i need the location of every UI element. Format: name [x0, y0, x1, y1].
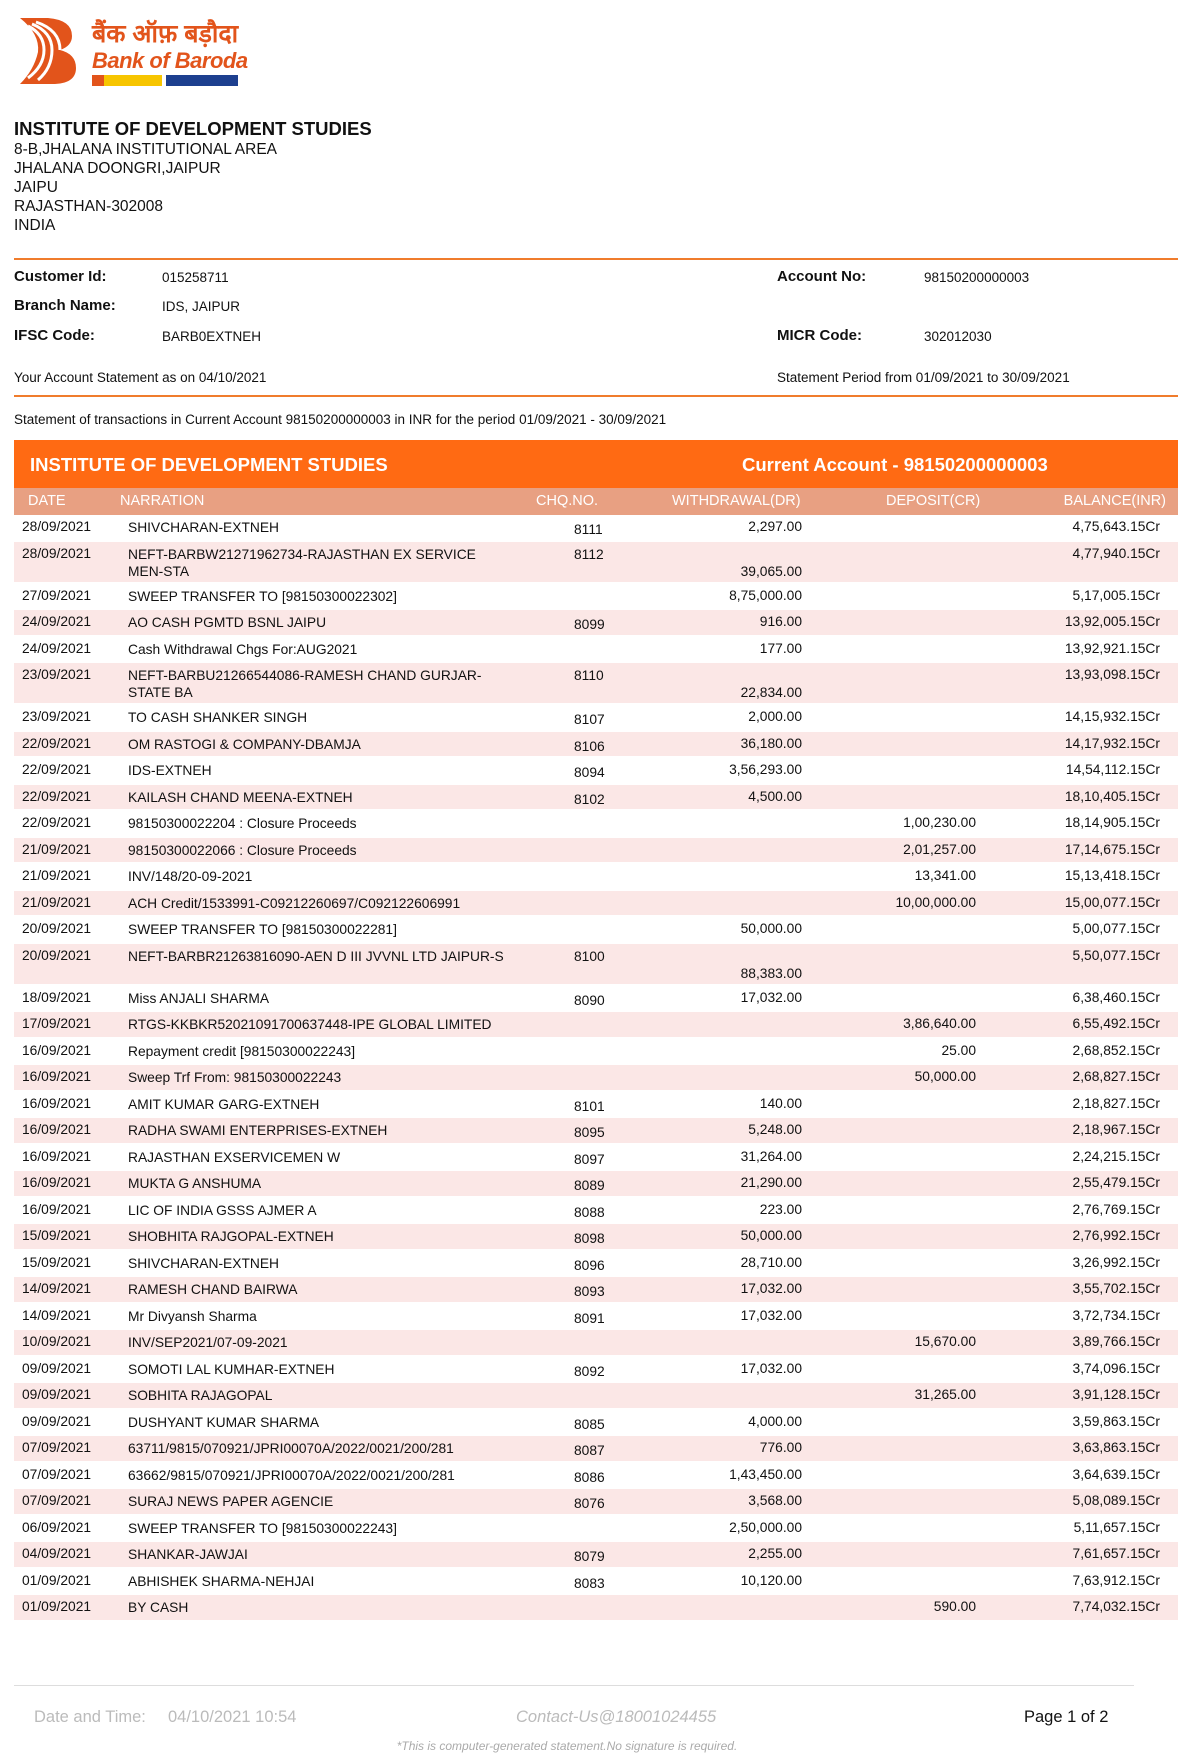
balance-cell: 6,38,460.15Cr	[1072, 989, 1160, 1005]
narration-cell: INV/SEP2021/07-09-2021	[128, 1335, 288, 1350]
balance-cell: 7,63,912.15Cr	[1072, 1572, 1160, 1588]
narration-cell: RADHA SWAMI ENTERPRISES-EXTNEH	[128, 1123, 388, 1138]
ifsc-label: IFSC Code:	[14, 327, 95, 344]
date-cell: 22/09/2021	[22, 735, 92, 751]
withdrawal-cell: 50,000.00	[740, 921, 802, 936]
balance-cell: 5,50,077.15Cr	[1072, 947, 1160, 963]
cheque-number-cell: 8076	[574, 1496, 605, 1511]
deposit-cell: 1,00,230.00	[903, 815, 976, 830]
balance-cell: 13,92,921.15Cr	[1064, 640, 1160, 656]
narration-cell: SWEEP TRANSFER TO [98150300022302]	[128, 588, 397, 604]
narration-cell: SOMOTI LAL KUMHAR-EXTNEH	[128, 1361, 335, 1377]
narration-cell: LIC OF INDIA GSSS AJMER A	[128, 1202, 317, 1218]
balance-cell: 4,75,643.15Cr	[1072, 519, 1160, 534]
deposit-cell: 10,00,000.00	[895, 894, 976, 910]
withdrawal-cell: 4,500.00	[748, 788, 802, 804]
date-cell: 22/09/2021	[22, 762, 92, 777]
cheque-number-cell: 8090	[574, 992, 605, 1008]
balance-cell: 6,55,492.15Cr	[1072, 1016, 1160, 1031]
narration-cell: RAJASTHAN EXSERVICEMEN W	[128, 1149, 341, 1165]
table-row	[14, 1224, 1178, 1251]
narration-cell: Cash Withdrawal Chgs For:AUG2021	[128, 641, 358, 657]
cheque-number-cell: 8089	[574, 1178, 605, 1193]
narration-cell: Sweep Trf From: 98150300022243	[128, 1070, 342, 1085]
narration-cell: AMIT KUMAR GARG-EXTNEH	[128, 1096, 320, 1112]
table-row	[14, 1383, 1178, 1410]
table-row	[14, 1145, 1178, 1172]
table-row	[14, 864, 1178, 891]
table-row	[14, 917, 1178, 944]
narration-cell: Repayment credit [98150300022243]	[128, 1043, 356, 1059]
table-row	[14, 1118, 1178, 1145]
account-no: 98150200000003	[924, 270, 1030, 285]
balance-cell: 2,55,479.15Cr	[1072, 1175, 1160, 1190]
date-cell: 28/09/2021	[22, 545, 92, 561]
table-row	[14, 1039, 1178, 1066]
table-row	[14, 758, 1178, 785]
table-row	[14, 1569, 1178, 1596]
cheque-number-cell: 8096	[574, 1257, 605, 1273]
date-cell: 09/09/2021	[22, 1413, 92, 1429]
cheque-number-cell: 8088	[574, 1204, 605, 1220]
cheque-number-cell: 8110	[574, 668, 604, 683]
withdrawal-cell: 5,248.00	[748, 1122, 802, 1137]
account-no-label: Account No:	[777, 268, 867, 285]
balance-cell: 15,13,418.15Cr	[1064, 868, 1160, 883]
date-cell: 01/09/2021	[22, 1572, 92, 1588]
date-cell: 16/09/2021	[22, 1148, 92, 1164]
header-chq-no: CHQ.NO.	[536, 493, 599, 509]
date-cell: 16/09/2021	[22, 1122, 92, 1137]
date-cell: 18/09/2021	[22, 989, 92, 1005]
balance-cell: 2,68,852.15Cr	[1072, 1042, 1160, 1058]
date-cell: 28/09/2021	[22, 519, 92, 534]
deposit-cell: 2,01,257.00	[903, 841, 976, 857]
address-line: INDIA	[14, 217, 56, 234]
table-row	[14, 1198, 1178, 1225]
narration-cell: SOBHITA RAJAGOPAL	[128, 1388, 273, 1403]
date-cell: 14/09/2021	[22, 1281, 92, 1296]
balance-cell: 3,59,863.15Cr	[1072, 1413, 1160, 1429]
customer-id: 015258711	[162, 270, 229, 285]
date-cell: 07/09/2021	[22, 1466, 92, 1482]
withdrawal-cell: 17,032.00	[740, 1307, 802, 1323]
deposit-cell: 13,341.00	[914, 868, 976, 883]
narration-cell: ABHISHEK SHARMA-NEHJAI	[128, 1573, 315, 1589]
table-row	[14, 944, 1178, 986]
table-row	[14, 838, 1178, 865]
statement-period: Statement Period from 01/09/2021 to 30/09/2021	[777, 370, 1070, 385]
micr-code: 302012030	[924, 329, 992, 344]
header-withdrawal: WITHDRAWAL(DR)	[672, 493, 801, 509]
balance-cell: 2,68,827.15Cr	[1072, 1069, 1160, 1084]
footer-datetime: 04/10/2021 10:54	[168, 1708, 297, 1726]
table-row	[14, 1304, 1178, 1331]
withdrawal-cell: 2,50,000.00	[729, 1519, 802, 1535]
cheque-number-cell: 8100	[574, 948, 605, 964]
balance-cell: 18,14,905.15Cr	[1064, 815, 1160, 830]
table-row	[14, 663, 1178, 705]
customer-name: INSTITUTE OF DEVELOPMENT STUDIES	[14, 118, 372, 139]
cheque-number-cell: 8094	[574, 765, 605, 780]
branch-label: Branch Name:	[14, 297, 116, 314]
narration-cell: OM RASTOGI & COMPANY-DBAMJA	[128, 736, 361, 752]
withdrawal-cell: 1,43,450.00	[729, 1466, 802, 1482]
balance-cell: 15,00,077.15Cr	[1064, 894, 1160, 910]
cheque-number-cell: 8092	[574, 1363, 605, 1379]
narration-cell: RAMESH CHAND BAIRWA	[128, 1282, 298, 1297]
balance-cell: 7,61,657.15Cr	[1072, 1546, 1160, 1561]
date-cell: 20/09/2021	[22, 947, 92, 963]
table-row	[14, 732, 1178, 759]
cheque-number-cell: 8083	[574, 1575, 605, 1591]
date-cell: 16/09/2021	[22, 1042, 92, 1058]
table-row	[14, 1542, 1178, 1569]
table-row	[14, 542, 1178, 584]
table-row	[14, 1489, 1178, 1516]
narration-cell: SHOBHITA RAJGOPAL-EXTNEH	[128, 1229, 334, 1244]
balance-cell: 5,11,657.15Cr	[1073, 1519, 1160, 1535]
narration-cell: 98150300022066 : Closure Proceeds	[128, 842, 357, 858]
withdrawal-cell: 3,568.00	[748, 1493, 802, 1508]
table-row	[14, 1436, 1178, 1463]
transactions-table	[14, 440, 1178, 1622]
cheque-number-cell: 8102	[574, 791, 605, 807]
balance-cell: 3,55,702.15Cr	[1072, 1281, 1160, 1296]
table-row	[14, 1410, 1178, 1437]
withdrawal-cell: 17,032.00	[740, 989, 802, 1005]
date-cell: 22/09/2021	[22, 815, 92, 830]
narration-cell: RTGS-KKBKR52021091700637448-IPE GLOBAL LIMITED	[128, 1017, 492, 1032]
table-row	[14, 811, 1178, 838]
statement-description: Statement of transactions in Current Account 98150200000003 in INR for the period 01/09/2021 - 30/09/2021	[14, 412, 667, 427]
ifsc-code: BARB0EXTNEH	[162, 329, 262, 344]
narration-cell: BY CASH	[128, 1600, 189, 1615]
address-line: JHALANA DOONGRI,JAIPUR	[14, 160, 221, 177]
withdrawal-cell: 2,297.00	[748, 519, 802, 534]
narration-cell: SHIVCHARAN-EXTNEH	[128, 1255, 280, 1271]
balance-cell: 3,74,096.15Cr	[1072, 1360, 1160, 1376]
customer-id-label: Customer Id:	[14, 268, 107, 285]
withdrawal-cell: 50,000.00	[740, 1228, 802, 1243]
footer-datetime-label: Date and Time:	[34, 1708, 146, 1726]
cheque-number-cell: 8106	[574, 738, 605, 754]
table-row	[14, 1595, 1178, 1622]
bank-name-english: Bank of Baroda	[92, 48, 248, 73]
narration-cell: MUKTA G ANSHUMA	[128, 1176, 262, 1191]
withdrawal-cell: 17,032.00	[740, 1281, 802, 1296]
table-row	[14, 1357, 1178, 1384]
narration-cell: TO CASH SHANKER SINGH	[128, 710, 308, 725]
table-row	[14, 1171, 1178, 1198]
balance-cell: 13,92,005.15Cr	[1064, 614, 1160, 629]
balance-cell: 2,24,215.15Cr	[1072, 1148, 1160, 1164]
date-cell: 09/09/2021	[22, 1387, 92, 1402]
narration-cell: SHIVCHARAN-EXTNEH	[128, 520, 280, 535]
cheque-number-cell: 8097	[574, 1151, 605, 1167]
withdrawal-cell: 776.00	[759, 1440, 802, 1455]
balance-cell: 17,14,675.15Cr	[1064, 841, 1160, 857]
bank-name-hindi: बैंक ऑफ़ बड़ौदा	[92, 20, 239, 48]
table-row	[14, 610, 1178, 637]
table-row	[14, 637, 1178, 664]
date-cell: 17/09/2021	[22, 1016, 92, 1031]
cheque-number-cell: 8101	[574, 1098, 605, 1114]
date-cell: 16/09/2021	[22, 1069, 92, 1084]
date-cell: 16/09/2021	[22, 1095, 92, 1111]
withdrawal-cell: 88,383.00	[740, 965, 802, 981]
cheque-number-cell: 8112	[574, 546, 604, 562]
balance-cell: 2,18,827.15Cr	[1072, 1095, 1160, 1111]
withdrawal-cell: 17,032.00	[740, 1360, 802, 1376]
date-cell: 20/09/2021	[22, 921, 92, 936]
narration-cell: SURAJ NEWS PAPER AGENCIE	[128, 1494, 334, 1509]
bank-logo-icon	[14, 14, 86, 86]
cheque-number-cell: 8085	[574, 1416, 605, 1432]
date-cell: 16/09/2021	[22, 1175, 92, 1190]
table-header	[14, 488, 1178, 515]
footer-contact: Contact-Us@18001024455	[516, 1708, 717, 1726]
withdrawal-cell: 4,000.00	[748, 1413, 802, 1429]
bank-logo	[14, 14, 248, 90]
deposit-cell: 590.00	[933, 1599, 976, 1614]
address-line: 8-B,JHALANA INSTITUTIONAL AREA	[14, 141, 277, 158]
cheque-number-cell: 8111	[574, 522, 603, 537]
balance-cell: 5,17,005.15Cr	[1072, 587, 1160, 603]
date-cell: 21/09/2021	[22, 868, 92, 883]
balance-cell: 14,17,932.15Cr	[1064, 735, 1160, 751]
narration-cell: KAILASH CHAND MEENA-EXTNEH	[128, 789, 353, 805]
banner-account-number: Current Account - 98150200000003	[742, 454, 1048, 475]
micr-label: MICR Code:	[777, 327, 862, 344]
date-cell: 16/09/2021	[22, 1201, 92, 1217]
balance-cell: 2,76,769.15Cr	[1072, 1201, 1160, 1217]
date-cell: 23/09/2021	[22, 709, 92, 724]
date-cell: 10/09/2021	[22, 1334, 92, 1349]
date-cell: 27/09/2021	[22, 587, 92, 603]
date-cell: 09/09/2021	[22, 1360, 92, 1376]
balance-cell: 7,74,032.15Cr	[1072, 1599, 1160, 1614]
balance-cell: 3,91,128.15Cr	[1072, 1387, 1160, 1402]
balance-cell: 14,54,112.15Cr	[1065, 762, 1160, 777]
withdrawal-cell: 36,180.00	[740, 735, 802, 751]
date-cell: 07/09/2021	[22, 1440, 92, 1455]
withdrawal-cell: 140.00	[759, 1095, 802, 1111]
withdrawal-cell: 177.00	[759, 640, 802, 656]
narration-cell: DUSHYANT KUMAR SHARMA	[128, 1414, 320, 1430]
cheque-number-cell: 8107	[574, 712, 605, 727]
narration-cell: SWEEP TRANSFER TO [98150300022281]	[128, 922, 397, 937]
deposit-cell: 3,86,640.00	[903, 1016, 976, 1031]
withdrawal-cell: 2,255.00	[748, 1546, 802, 1561]
table-row	[14, 705, 1178, 732]
table-row	[14, 1092, 1178, 1119]
narration-cell: ACH Credit/1533991-C09212260697/C092122606991	[128, 895, 461, 911]
table-row	[14, 785, 1178, 812]
date-cell: 07/09/2021	[22, 1493, 92, 1508]
narration-cell: Miss ANJALI SHARMA	[128, 990, 270, 1006]
date-cell: 22/09/2021	[22, 788, 92, 804]
narration-cell: SWEEP TRANSFER TO [98150300022243]	[128, 1520, 397, 1536]
divider	[14, 395, 1178, 397]
date-cell: 15/09/2021	[22, 1254, 92, 1270]
table-row	[14, 986, 1178, 1013]
date-cell: 24/09/2021	[22, 614, 92, 629]
table-row	[14, 891, 1178, 918]
date-cell: 21/09/2021	[22, 841, 92, 857]
cheque-number-cell: 8093	[574, 1284, 605, 1299]
balance-cell: 3,26,992.15Cr	[1072, 1254, 1160, 1270]
date-cell: 06/09/2021	[22, 1519, 92, 1535]
cheque-number-cell: 8087	[574, 1443, 605, 1458]
header-balance: BALANCE(INR)	[1063, 493, 1166, 509]
deposit-cell: 50,000.00	[914, 1069, 976, 1084]
narration-cell: 63662/9815/070921/JPRI00070A/2022/0021/200/281	[128, 1467, 455, 1483]
table-row	[14, 1330, 1178, 1357]
table-row	[14, 1277, 1178, 1304]
address-line: JAIPU	[14, 179, 58, 196]
statement-as-on: Your Account Statement as on 04/10/2021	[14, 370, 267, 385]
footer-note: *This is computer-generated statement.No signature is required.	[396, 1739, 738, 1753]
page-number: Page 1 of 2	[1024, 1708, 1109, 1726]
table-row	[14, 1012, 1178, 1039]
narration-cell: AO CASH PGMTD BSNL JAIPU	[128, 615, 327, 630]
deposit-cell: 31,265.00	[914, 1387, 976, 1402]
narration-cell: NEFT-BARBW21271962734-RAJASTHAN EX SERVICE MEN-STA	[128, 546, 476, 579]
date-cell: 14/09/2021	[22, 1307, 92, 1323]
narration-cell: 98150300022204 : Closure Proceeds	[128, 816, 357, 831]
withdrawal-cell: 28,710.00	[740, 1254, 802, 1270]
table-row	[14, 584, 1178, 611]
table-body	[14, 515, 1178, 1622]
withdrawal-cell: 223.00	[759, 1201, 802, 1217]
header-narration: NARRATION	[120, 493, 205, 509]
table-row	[14, 1463, 1178, 1490]
balance-cell: 2,18,967.15Cr	[1072, 1122, 1160, 1137]
balance-cell: 5,08,089.15Cr	[1072, 1493, 1160, 1508]
header-deposit: DEPOSIT(CR)	[886, 493, 981, 509]
narration-cell: Mr Divyansh Sharma	[128, 1308, 257, 1324]
deposit-cell: 15,670.00	[914, 1334, 976, 1349]
deposit-cell: 25.00	[941, 1042, 976, 1058]
date-cell: 23/09/2021	[22, 667, 92, 682]
narration-cell: SHANKAR-JAWJAI	[128, 1547, 248, 1562]
withdrawal-cell: 22,834.00	[740, 685, 802, 700]
table-banner	[14, 440, 1178, 488]
date-cell: 01/09/2021	[22, 1599, 92, 1614]
table-row	[14, 1065, 1178, 1092]
withdrawal-cell: 3,56,293.00	[729, 762, 802, 777]
date-cell: 24/09/2021	[22, 640, 92, 656]
table-row	[14, 515, 1178, 542]
balance-cell: 4,77,940.15Cr	[1072, 545, 1160, 561]
withdrawal-cell: 21,290.00	[740, 1175, 802, 1190]
balance-cell: 5,00,077.15Cr	[1072, 921, 1160, 936]
cheque-number-cell: 8095	[574, 1125, 605, 1140]
withdrawal-cell: 2,000.00	[748, 709, 802, 724]
date-cell: 04/09/2021	[22, 1546, 92, 1561]
table-row	[14, 1516, 1178, 1543]
customer-address	[14, 118, 372, 235]
date-cell: 21/09/2021	[22, 894, 92, 910]
cheque-number-cell: 8086	[574, 1469, 605, 1485]
narration-cell: NEFT-BARBR21263816090-AEN D III JVVNL LTD JAIPUR-S	[128, 948, 504, 964]
withdrawal-cell: 916.00	[759, 614, 802, 629]
balance-cell: 2,76,992.15Cr	[1072, 1228, 1160, 1243]
withdrawal-cell: 8,75,000.00	[729, 587, 802, 603]
balance-cell: 3,72,734.15Cr	[1072, 1307, 1160, 1323]
balance-cell: 14,15,932.15Cr	[1064, 709, 1160, 724]
balance-cell: 3,64,639.15Cr	[1072, 1466, 1160, 1482]
withdrawal-cell: 31,264.00	[740, 1148, 802, 1164]
cheque-number-cell: 8099	[574, 617, 605, 632]
balance-cell: 3,63,863.15Cr	[1072, 1440, 1160, 1455]
withdrawal-cell: 39,065.00	[740, 563, 802, 579]
cheque-number-cell: 8091	[574, 1310, 605, 1326]
cheque-number-cell: 8079	[574, 1549, 605, 1564]
table-row	[14, 1251, 1178, 1278]
narration-cell: INV/148/20-09-2021	[128, 869, 253, 884]
narration-cell: IDS-EXTNEH	[128, 763, 212, 778]
cheque-number-cell: 8098	[574, 1231, 605, 1246]
balance-cell: 18,10,405.15Cr	[1064, 788, 1160, 804]
branch-name: IDS, JAIPUR	[162, 299, 241, 314]
narration-cell: NEFT-BARBU21266544086-RAMESH CHAND GURJAR-STATE BA	[128, 668, 482, 700]
balance-cell: 3,89,766.15Cr	[1072, 1334, 1160, 1349]
address-line: RAJASTHAN-302008	[14, 198, 164, 215]
footer-divider	[14, 1685, 1134, 1686]
date-cell: 15/09/2021	[22, 1228, 92, 1243]
header-date: DATE	[28, 493, 66, 509]
balance-cell: 13,93,098.15Cr	[1064, 667, 1160, 682]
logo-strip	[92, 75, 238, 86]
withdrawal-cell: 10,120.00	[740, 1572, 802, 1588]
divider	[14, 258, 1178, 260]
banner-account-holder: INSTITUTE OF DEVELOPMENT STUDIES	[30, 454, 388, 475]
narration-cell: 63711/9815/070921/JPRI00070A/2022/0021/200/281	[128, 1441, 454, 1456]
